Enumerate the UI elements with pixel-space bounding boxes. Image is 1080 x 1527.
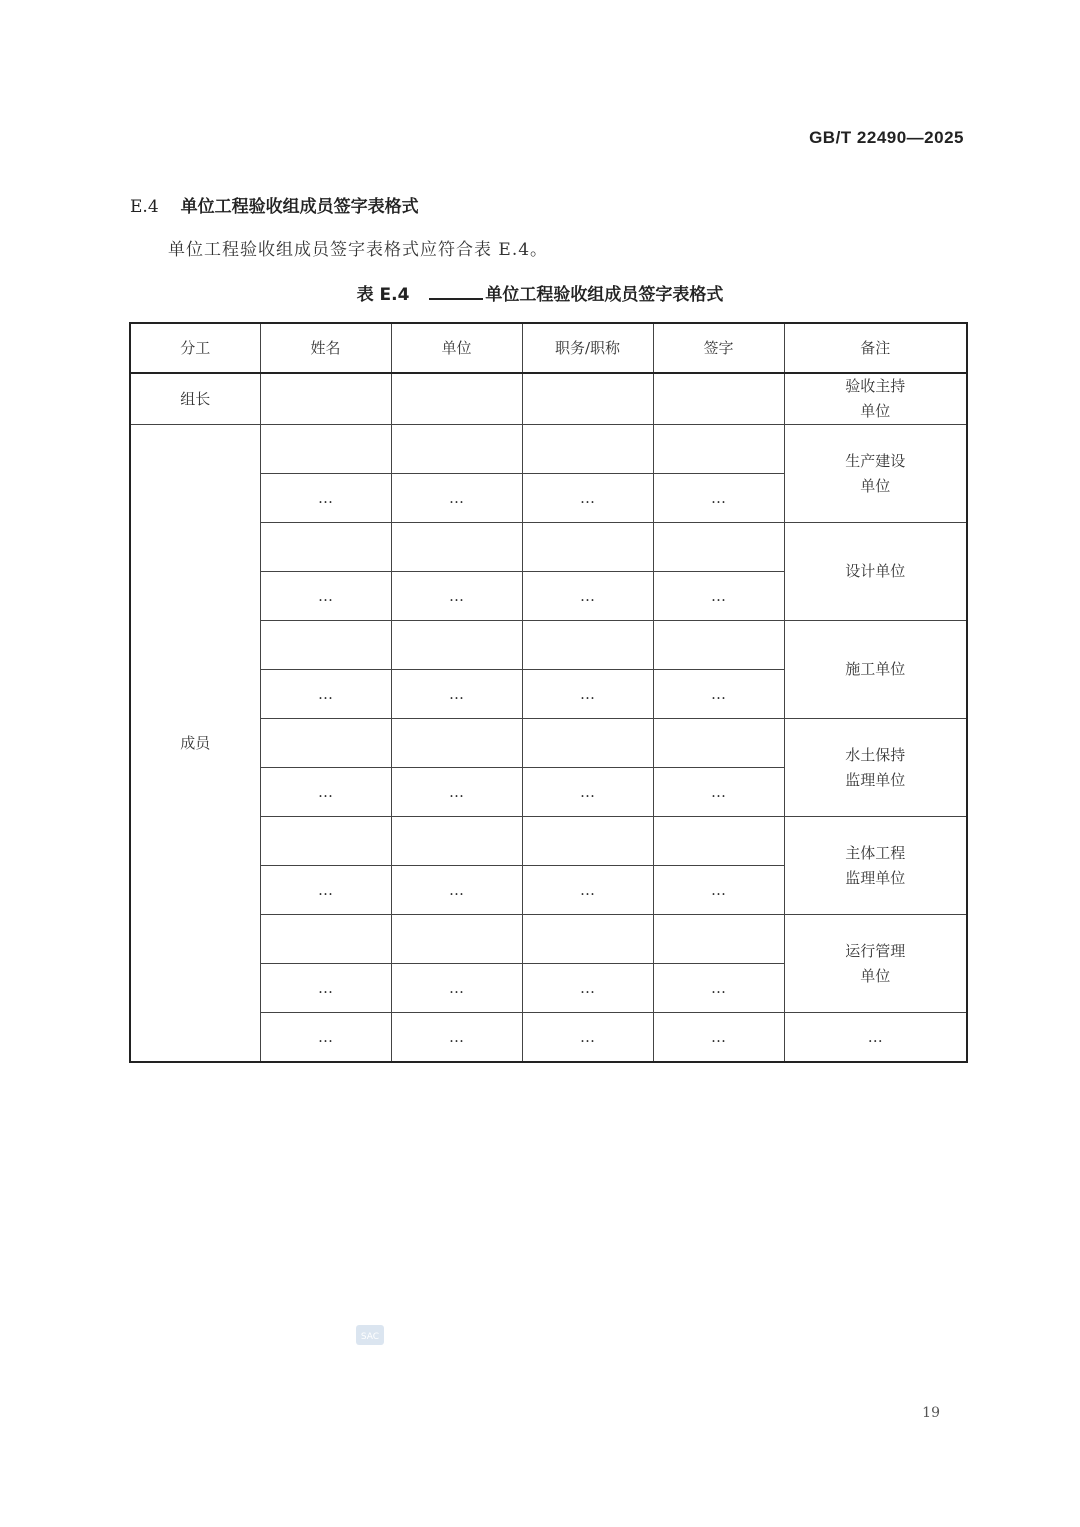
- table-cell[interactable]: [522, 621, 653, 670]
- group-note: 设计单位: [784, 523, 967, 621]
- ellipsis-cell[interactable]: …: [260, 474, 391, 523]
- table-cell[interactable]: [391, 523, 522, 572]
- group-note: 运行管理 单位: [784, 915, 967, 1013]
- ellipsis-cell[interactable]: …: [653, 670, 784, 719]
- table-cell[interactable]: [391, 915, 522, 964]
- ellipsis-cell[interactable]: …: [522, 964, 653, 1013]
- table-cell[interactable]: [653, 373, 784, 425]
- header-title: 职务/职称: [522, 323, 653, 373]
- table-cell[interactable]: [653, 719, 784, 768]
- section-body: 单位工程验收组成员签字表格式应符合表 E.4。: [168, 240, 549, 260]
- svg-text:SAC: SAC: [360, 1332, 380, 1342]
- group-note: 主体工程 监理单位: [784, 817, 967, 915]
- table-cell[interactable]: [522, 719, 653, 768]
- ellipsis-cell[interactable]: …: [391, 572, 522, 621]
- table-cell[interactable]: [522, 523, 653, 572]
- signature-table: [129, 322, 968, 1063]
- ellipsis-cell[interactable]: …: [653, 1013, 784, 1063]
- table-cell[interactable]: [653, 523, 784, 572]
- table-row: [130, 373, 967, 425]
- ellipsis-cell[interactable]: …: [653, 866, 784, 915]
- ellipsis-cell[interactable]: …: [391, 1013, 522, 1063]
- ellipsis-cell[interactable]: …: [522, 572, 653, 621]
- standard-code: GB/T 22490—2025: [809, 128, 964, 147]
- ellipsis-cell[interactable]: …: [391, 768, 522, 817]
- ellipsis-cell[interactable]: …: [260, 1013, 391, 1063]
- table-cell[interactable]: [391, 817, 522, 866]
- ellipsis-cell[interactable]: …: [391, 964, 522, 1013]
- sac-logo-icon: [355, 1323, 385, 1347]
- table-cell[interactable]: [653, 621, 784, 670]
- section-title: 单位工程验收组成员签字表格式: [180, 197, 419, 217]
- table-caption-title: 单位工程验收组成员签字表格式: [485, 285, 724, 305]
- table-cell[interactable]: [391, 719, 522, 768]
- group-note: 施工单位: [784, 621, 967, 719]
- group-note: 生产建设 单位: [784, 425, 967, 523]
- ellipsis-cell[interactable]: …: [260, 866, 391, 915]
- table-cell[interactable]: [260, 621, 391, 670]
- ellipsis-cell[interactable]: …: [391, 866, 522, 915]
- table-header-row: [130, 323, 967, 373]
- table-caption-label: 表 E.4: [356, 285, 410, 305]
- ellipsis-cell[interactable]: …: [391, 474, 522, 523]
- ellipsis-cell[interactable]: …: [522, 670, 653, 719]
- table-cell[interactable]: [391, 373, 522, 425]
- header-remarks: 备注: [784, 323, 967, 373]
- table-cell[interactable]: [653, 817, 784, 866]
- ellipsis-cell[interactable]: …: [391, 670, 522, 719]
- ellipsis-cell[interactable]: …: [522, 768, 653, 817]
- table-cell[interactable]: [260, 719, 391, 768]
- ellipsis-cell[interactable]: …: [522, 866, 653, 915]
- ellipsis-cell[interactable]: …: [653, 768, 784, 817]
- table-cell[interactable]: [522, 373, 653, 425]
- table-cell[interactable]: [522, 817, 653, 866]
- table-row: [130, 425, 967, 474]
- caption-fill-blank: [429, 282, 483, 300]
- leader-note: 验收主持 单位: [784, 373, 967, 425]
- ellipsis-cell[interactable]: …: [653, 572, 784, 621]
- section-number: E.4: [130, 197, 159, 217]
- section-heading: [130, 192, 419, 217]
- table-cell[interactable]: [653, 425, 784, 474]
- table-cell[interactable]: [260, 817, 391, 866]
- ellipsis-cell[interactable]: …: [522, 474, 653, 523]
- ellipsis-cell[interactable]: …: [260, 964, 391, 1013]
- ellipsis-cell[interactable]: …: [260, 572, 391, 621]
- header-name: 姓名: [260, 323, 391, 373]
- member-label: 成员: [130, 425, 260, 1063]
- header-unit: 单位: [391, 323, 522, 373]
- table-cell[interactable]: [653, 915, 784, 964]
- final-note: …: [784, 1013, 967, 1063]
- table-cell[interactable]: [260, 523, 391, 572]
- table-cell[interactable]: [522, 425, 653, 474]
- table-caption: [0, 280, 1080, 305]
- group-note: 水土保持 监理单位: [784, 719, 967, 817]
- header-division: 分工: [130, 323, 260, 373]
- ellipsis-cell[interactable]: …: [260, 768, 391, 817]
- ellipsis-cell[interactable]: …: [522, 1013, 653, 1063]
- ellipsis-cell[interactable]: …: [653, 474, 784, 523]
- table-cell[interactable]: [260, 373, 391, 425]
- table-cell[interactable]: [522, 915, 653, 964]
- leader-label: 组长: [130, 373, 260, 425]
- page-number: 19: [922, 1405, 940, 1421]
- table-cell[interactable]: [260, 915, 391, 964]
- ellipsis-cell[interactable]: …: [260, 670, 391, 719]
- table-cell[interactable]: [260, 425, 391, 474]
- table-cell[interactable]: [391, 621, 522, 670]
- header-signature: 签字: [653, 323, 784, 373]
- ellipsis-cell[interactable]: …: [653, 964, 784, 1013]
- table-cell[interactable]: [391, 425, 522, 474]
